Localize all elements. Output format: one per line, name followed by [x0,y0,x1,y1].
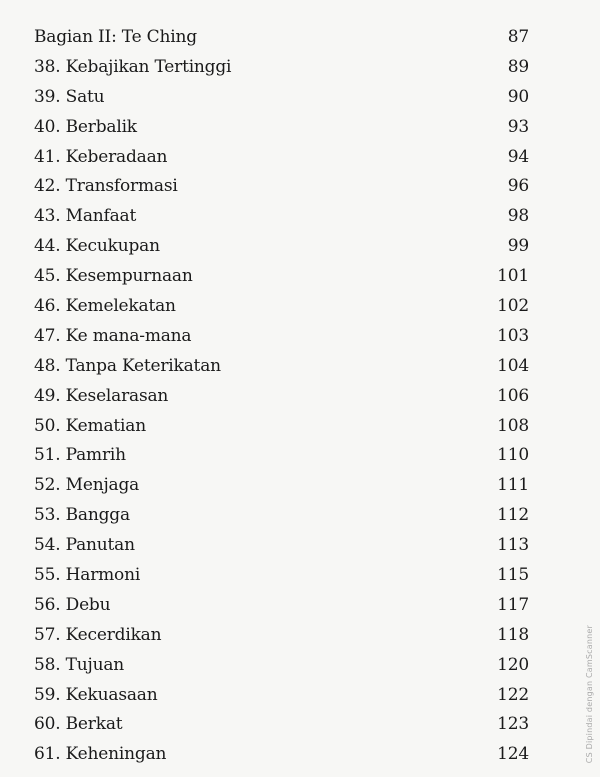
toc-entry-title: 53. Bangga [34,505,130,526]
toc-entry-page-number: 98 [507,206,529,227]
toc-entry-title: 51. Pamrih [34,445,126,466]
toc-entry [34,321,529,351]
toc-entry [34,590,529,620]
toc-entry-page-number: 118 [497,624,529,645]
toc-entry [34,530,529,560]
table-of-contents [34,22,529,769]
toc-entry-title: 59. Kekuasaan [34,684,158,705]
toc-entry-title: Bagian II: Te Ching [34,27,197,47]
toc-entry [34,261,529,291]
toc-entry-page-number: 120 [497,654,529,675]
toc-entry-page-number: 113 [497,535,529,556]
toc-entry-page-number: 124 [497,744,529,765]
toc-entry-title: 40. Berbalik [34,116,137,137]
toc-entry-page-number: 94 [507,146,529,167]
toc-entry-page-number: 89 [507,56,529,77]
toc-entry-title: 60. Berkat [34,714,123,735]
toc-entry [34,201,529,231]
toc-entry [34,112,529,142]
toc-entry-title: 39. Satu [34,86,105,107]
toc-entry-page-number: 93 [507,116,529,137]
toc-entry-title: 56. Debu [34,594,111,615]
toc-entry-title: 41. Keberadaan [34,146,168,167]
toc-entry-page-number: 106 [497,385,529,406]
toc-entry-title: 38. Kebajikan Tertinggi [34,56,232,77]
toc-entry [34,22,529,52]
toc-entry-title: 44. Kecukupan [34,236,160,257]
toc-entry [34,680,529,710]
toc-entry-page-number: 104 [497,355,529,376]
toc-entry [34,411,529,441]
toc-entry-page-number: 99 [507,236,529,257]
toc-entry [34,620,529,650]
toc-entry-page-number: 110 [497,445,529,466]
toc-entry-page-number: 103 [497,325,529,346]
toc-entry-title: 43. Manfaat [34,206,137,227]
toc-entry [34,351,529,381]
toc-entry-title: 45. Kesempurnaan [34,266,193,287]
toc-entry-page-number: 112 [497,505,529,526]
toc-entry-title: 52. Menjaga [34,475,140,496]
toc-entry-page-number: 123 [497,714,529,735]
toc-entry [34,709,529,739]
toc-entry-page-number: 115 [497,565,529,586]
toc-entry-page-number: 101 [497,266,529,287]
toc-entry [34,171,529,201]
toc-entry [34,470,529,500]
toc-entry-page-number: 96 [507,176,529,197]
toc-entry [34,381,529,411]
toc-entry-title: 49. Keselarasan [34,385,169,406]
toc-entry [34,231,529,261]
toc-entry-title: 50. Kematian [34,415,146,436]
toc-entry-title: 57. Kecerdikan [34,624,162,645]
toc-entry-title: 48. Tanpa Keterikatan [34,355,221,376]
toc-entry-page-number: 111 [497,475,529,496]
toc-entry-title: 47. Ke mana-mana [34,325,192,346]
toc-entry [34,440,529,470]
toc-entry [34,560,529,590]
toc-entry [34,291,529,321]
toc-entry-page-number: 117 [497,594,529,615]
toc-entry-title: 54. Panutan [34,535,135,556]
toc-entry [34,739,529,769]
toc-entry-title: 55. Harmoni [34,565,141,586]
toc-entry-title: 42. Transformasi [34,176,178,197]
toc-entry [34,52,529,82]
toc-entry-page-number: 87 [507,27,529,47]
toc-entry-page-number: 102 [497,296,529,317]
toc-entry [34,500,529,530]
toc-entry-page-number: 90 [507,86,529,107]
toc-entry-title: 61. Keheningan [34,744,167,765]
toc-entry-page-number: 122 [497,684,529,705]
toc-entry [34,82,529,112]
toc-entry-title: 46. Kemelekatan [34,296,176,317]
toc-entry [34,142,529,172]
toc-entry-page-number: 108 [497,415,529,436]
toc-entry-title: 58. Tujuan [34,654,125,675]
scanner-watermark: CS Dipindai dengan CamScanner [585,624,594,763]
toc-entry [34,650,529,680]
